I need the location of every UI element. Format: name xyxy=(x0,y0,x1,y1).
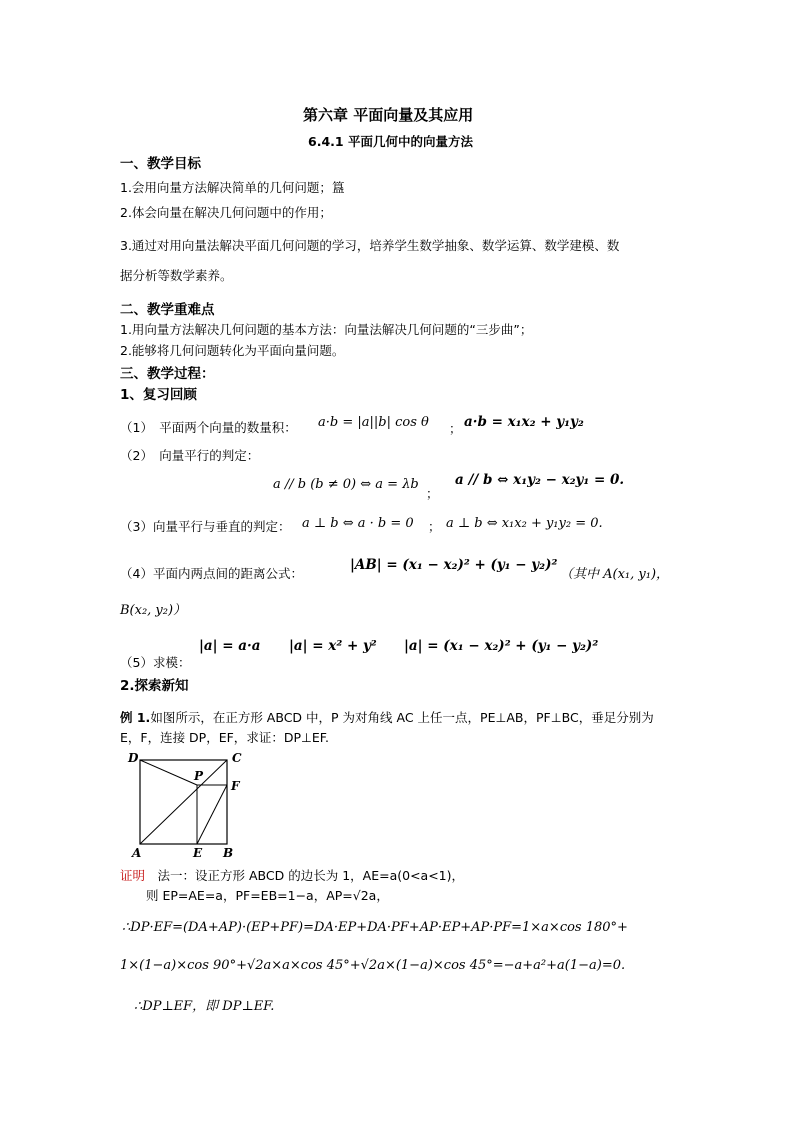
example-1-line2: E，F，连接 DP，EF，求证：DP⊥EF. xyxy=(120,730,329,745)
objective-1-text: 1.会用向量方法解决简单的几何问题； xyxy=(120,180,332,195)
objective-1-mark: 簋 xyxy=(331,180,345,195)
objective-2: 2.体会向量在解决几何问题中的作用； xyxy=(120,205,332,220)
formula-dot-product-polar: a·b = |a||b| cos θ xyxy=(318,415,429,430)
formula-separator: ； xyxy=(426,486,439,501)
formula-separator: ； xyxy=(428,519,441,534)
label-f: F xyxy=(231,779,240,793)
review-item-1-label: （1） 平面两个向量的数量积： xyxy=(120,420,297,435)
segment-ef xyxy=(197,785,227,844)
label-b: B xyxy=(223,846,234,860)
proof-line-1 xyxy=(120,866,464,884)
proof-line-4: 1×(1−a)×cos 90°+√2a×a×cos 45°+√2a×(1−a)×cos 45°=−a+a²+a(1−a)=0. xyxy=(120,958,626,973)
formula-modulus-dot: |a| = a·a xyxy=(199,638,261,654)
example-text-a: 如图所示，在正方形 ABCD 中，P 为对角线 AC 上任一点，PE⊥AB，PF⊥BC，垂足分别为 xyxy=(150,710,654,725)
formula-perpendicular-vector: a ⊥ b ⇔ a · b = 0 xyxy=(302,516,414,531)
heading-key-points: 二、教学重难点 xyxy=(120,302,215,318)
review-item-2-label: （2） 向量平行的判定： xyxy=(120,448,260,463)
formula-modulus-coord: |a| = (x₁ − x₂)² + (y₁ − y₂)² xyxy=(404,638,599,654)
formula-perpendicular-coord: a ⊥ b ⇔ x₁x₂ + y₁y₂ = 0. xyxy=(446,516,603,531)
formula-distance xyxy=(350,557,557,573)
review-item-3-label: （3）向量平行与垂直的判定： xyxy=(120,519,291,534)
heading-explore: 2.探索新知 xyxy=(120,678,189,694)
distance-note-b: B(x₂, y₂)） xyxy=(120,603,187,618)
key-point-1: 1.用向量方法解决几何问题的基本方法：向量法解决几何问题的“三步曲”； xyxy=(120,322,533,337)
heading-process: 三、教学过程： xyxy=(120,366,215,382)
proof-label: 证明 xyxy=(120,868,146,883)
section-subtitle: 6.4.1 平面几何中的向量方法 xyxy=(308,134,473,149)
formula-parallel-coord: a // b ⇔ x₁y₂ − x₂y₁ = 0. xyxy=(455,472,625,488)
heading-objectives: 一、教学目标 xyxy=(120,156,201,172)
formula-modulus-xy: |a| = x² + y² xyxy=(289,638,377,654)
proof-line-5: ∴DP⊥EF，即 DP⊥EF. xyxy=(134,999,275,1014)
formula-distance-text: |AB| = (x₁ − x₂)² + (y₁ − y₂)² xyxy=(350,557,558,573)
label-d: D xyxy=(128,751,139,765)
diagonal-ac xyxy=(140,760,227,844)
heading-review: 1、复习回顾 xyxy=(120,387,197,403)
formula-parallel-vector: a // b (b ≠ 0) ⇔ a = λb xyxy=(273,477,419,492)
formula-dot-product-coord: a·b = x₁x₂ + y₁y₂ xyxy=(464,414,584,430)
objective-1 xyxy=(120,178,344,196)
proof-text-1: 法一：设正方形 ABCD 的边长为 1，AE=a(0<a<1)， xyxy=(157,868,465,883)
proof-line-3: ∴DP·EF=(DA+AP)·(EP+PF)=DA·EP+DA·PF+AP·EP+AP·PF=1×a×cos 180°+ xyxy=(122,920,628,935)
label-e: E xyxy=(193,846,203,860)
objective-3-line2: 据分析等数学素养。 xyxy=(120,268,233,283)
review-item-5-label: （5）求模： xyxy=(120,655,191,670)
segment-dp xyxy=(140,760,197,785)
label-a: A xyxy=(132,846,142,860)
objective-3-line1: 3.通过对用向量法解决平面几何问题的学习，培养学生数学抽象、数学运算、数学建模、数 xyxy=(120,238,620,253)
label-p: P xyxy=(194,769,204,783)
formula-separator: ； xyxy=(449,421,462,436)
example-1-line1 xyxy=(120,708,654,726)
label-c: C xyxy=(232,751,242,765)
distance-note-a: （其中 A(x₁, y₁)， xyxy=(560,567,670,582)
example-label: 例 1. xyxy=(120,710,151,725)
proof-line-2: 则 EP=AE=a，PF=EB=1−a，AP=√2a， xyxy=(146,888,389,903)
page-title: 第六章 平面向量及其应用 xyxy=(303,106,474,124)
review-item-4-label: （4）平面内两点间的距离公式： xyxy=(120,566,303,581)
key-point-2: 2.能够将几何问题转化为平面向量问题。 xyxy=(120,343,345,358)
square-figure xyxy=(120,748,250,860)
